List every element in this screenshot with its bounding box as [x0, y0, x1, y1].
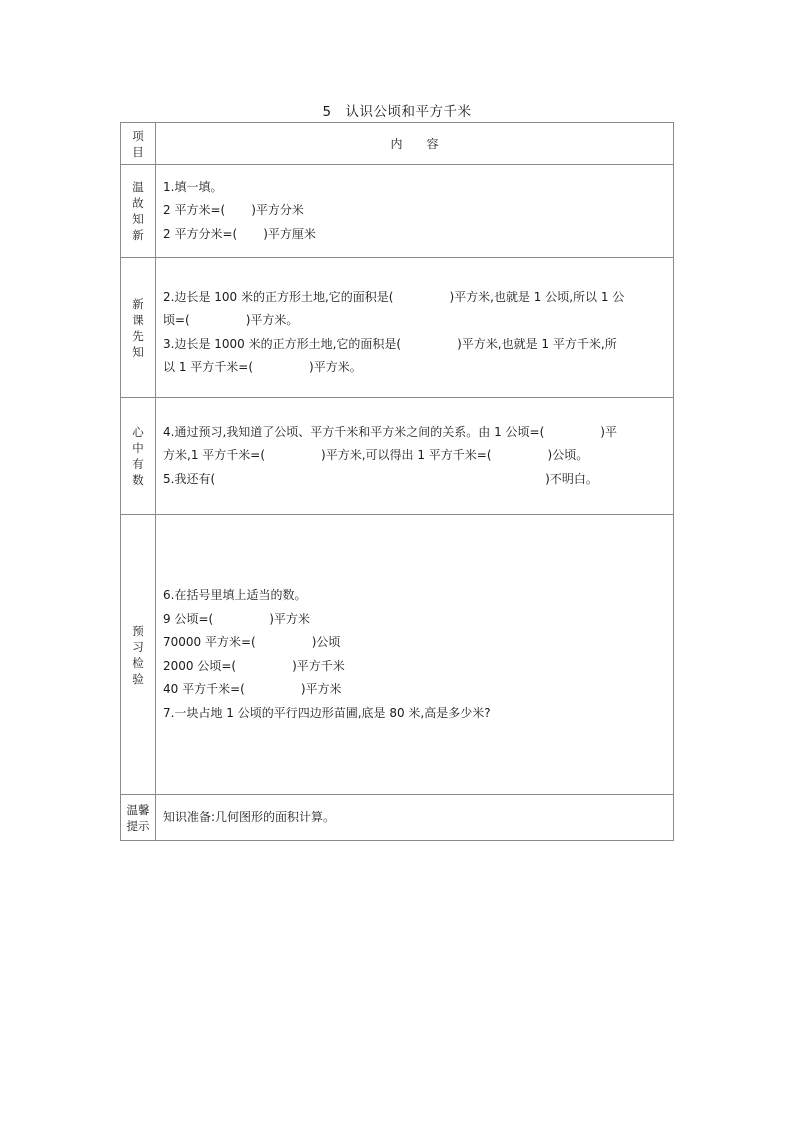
- section-content-review: [156, 165, 674, 258]
- question-line: 4.通过预习,我知道了公顷、平方千米和平方米之间的关系。由 1 公顷=( )平: [163, 424, 617, 439]
- section-label-understanding: 心中有数: [121, 398, 156, 515]
- worksheet-table: [120, 122, 674, 841]
- question-line: 40 平方千米=( )平方米: [163, 682, 342, 696]
- section-label-review: 温故知新: [121, 165, 156, 258]
- question-line: 方米,1 平方千米=( )平方米,可以得出 1 平方千米=( )公顷。: [163, 448, 589, 463]
- section-understanding-row: [121, 398, 674, 515]
- section-preview-row: [121, 258, 674, 398]
- section-label-preview: 新课先知: [121, 258, 156, 398]
- question-line: 以 1 平方千米=( )平方米。: [163, 360, 362, 374]
- question-line: 6.在括号里填上适当的数。: [163, 588, 307, 602]
- tip-label: 温馨提示: [121, 795, 156, 841]
- tip-text: 知识准备:几何图形的面积计算。: [156, 795, 674, 841]
- section-content-check: [156, 515, 674, 795]
- question-line: 70000 平方米=( )公顷: [163, 635, 341, 649]
- header-content-label: 内 容: [156, 123, 674, 165]
- question-line: 3.边长是 1000 米的正方形土地,它的面积是( )平方米,也就是 1 平方千米,所: [163, 336, 617, 351]
- section-check-row: [121, 515, 674, 795]
- section-content-preview: [156, 258, 674, 398]
- question-line: 顷=( )平方米。: [163, 313, 299, 327]
- tip-row: [121, 795, 674, 841]
- question-line: 2 平方分米=( )平方厘米: [163, 226, 316, 241]
- page-title: 5 认识公顷和平方千米: [322, 104, 472, 120]
- question-line: 2 平方米=( )平方分米: [163, 203, 304, 218]
- question-line: 9 公顷=( )平方米: [163, 611, 310, 626]
- question-line: 1.填一填。: [163, 179, 223, 194]
- question-line: 2.边长是 100 米的正方形土地,它的面积是( )平方米,也就是 1 公顷,所以 1 公: [163, 289, 625, 304]
- question-line: 5.我还有( )不明白。: [163, 471, 598, 486]
- section-content-understanding: [156, 398, 674, 515]
- question-line: 7.一块占地 1 公顷的平行四边形苗圃,底是 80 米,高是多少米?: [163, 705, 491, 720]
- section-review-row: [121, 165, 674, 258]
- section-label-check: 预习检验: [121, 515, 156, 795]
- header-row: [121, 123, 674, 165]
- header-item-label: 项目: [121, 123, 156, 165]
- question-line: 2000 公顷=( )平方千米: [163, 658, 345, 673]
